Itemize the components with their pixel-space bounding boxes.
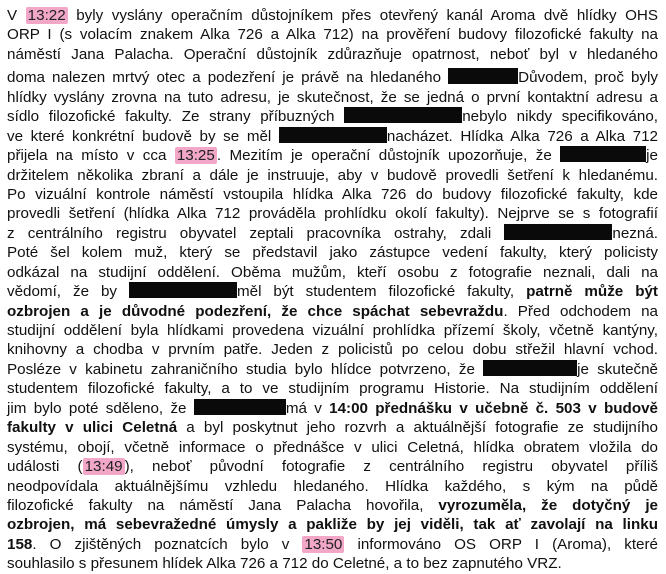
text-span: měl být studentem filozofické fakulty, [236, 283, 527, 301]
text-line [7, 515, 658, 534]
text-span: ve které konkrétní budově by se měl [7, 127, 279, 145]
text-line [7, 204, 658, 223]
text-line [7, 340, 658, 359]
text-span: nezná. [612, 224, 658, 242]
redaction-block [279, 127, 387, 143]
text-line [7, 418, 658, 437]
text-span: informováno OS ORP I (Aroma), které [344, 535, 658, 553]
text-span: Důvodem, proč byly [518, 69, 659, 87]
text-line [7, 457, 658, 476]
text-span: neodpovídala aktuálnějšímu vzhledu hledaného. Hlídka každého, s kým na půdě [7, 477, 658, 495]
text-span: ), neboť původní fotografie z centrálního registru obyvatel příliš [124, 458, 658, 476]
text-span: V [7, 7, 26, 24]
text-span: jim bylo poté sděleno, že [7, 399, 194, 417]
redaction-block [448, 68, 518, 84]
text-span: odkázal na studijní oddělení. Oběma mužům, kteří osobu z fotografie neznali, dali na [7, 263, 658, 281]
text-span: události ( [7, 458, 83, 476]
text-line [7, 321, 658, 340]
text-line [7, 477, 658, 496]
text-span: hlídky vyslány zrovna na tuto adresu, je skutečnost, že se jedná o první kontaktní adresu a [7, 88, 658, 106]
text-line [7, 0, 658, 25]
text-line [7, 379, 658, 398]
text-line [7, 282, 658, 301]
text-span: systému, obojí, včetně informace o přednášce v ulici Celetná, hlídka obratem vložila do [7, 438, 658, 456]
time-highlight: 13:50 [304, 535, 343, 553]
text-span: provedli šetření (hlídka Alka 712 prováděla prohlídku okolí fakulty). Nejprve se s fotografií [7, 205, 658, 223]
text-span: a byl poskytnut jeho rozvrh a aktuálnější fotografie ze studijního [177, 419, 658, 437]
text-span: nebylo nikdy specifikováno, [462, 108, 658, 126]
text-span: Posléze v kabinetu zahraničního studia bylo hlídce potvrzeno, že [7, 360, 484, 378]
text-span: . O zjištěných poznatcích bylo v [32, 535, 303, 553]
redaction-block [344, 107, 462, 123]
text-span: byly vyslány operačním důstojníkem přes otevřený kanál Aroma dvě hlídky OHS [67, 7, 658, 24]
text-span: je skutečně [577, 360, 658, 378]
bold-text: ozbrojen a je důvodné podezření, že chce spáchat sebevraždu [7, 302, 504, 320]
text-line [7, 185, 658, 204]
text-span: knihovny a chodba v prvním patře. Jeden z policistů po celou dobu střežil hlavní vchod. [7, 341, 658, 359]
text-span: vědomí, že by [7, 283, 129, 301]
text-line [7, 224, 658, 243]
text-span: filozofické fakulty na náměstí Jana Palacha hovořila, [7, 496, 439, 514]
text-span: doma nalezen mrtvý otec a podezření je právě na hledaného [7, 69, 449, 87]
text-span: přijela na místo v cca [7, 147, 175, 165]
text-line [7, 399, 658, 418]
bold-text: 14:00 přednášku v učebně č. 503 v budově [329, 399, 658, 417]
text-line [7, 127, 658, 146]
text-span: je [646, 147, 658, 165]
text-line [7, 554, 658, 573]
time-highlight: 13:49 [84, 458, 123, 476]
redaction-block [504, 224, 612, 240]
redaction-block [483, 360, 577, 376]
text-span: sídlo filozofické fakulty. Ze strany příbuzných [7, 108, 345, 126]
bold-text: 158 [7, 535, 33, 553]
bold-text: patrně může být [526, 283, 658, 301]
text-line [7, 535, 658, 554]
text-line [7, 438, 658, 457]
bold-text: vyrozuměla, že dotyčný je [438, 496, 658, 514]
time-highlight: 13:22 [27, 7, 66, 24]
text-line [7, 107, 658, 126]
text-line [7, 146, 658, 165]
text-line [7, 360, 658, 379]
text-span: . Před odchodem na [503, 302, 659, 320]
bold-text: ozbrojen, má sebevražedné úmysly a pakliže by jej viděli, tak ať zavolají na linku [7, 516, 658, 534]
text-line [7, 166, 658, 185]
text-span: ORP I (s volacím znakem Alka 726 a Alka 712) na prověření budovy filozofické fakulty na [7, 26, 658, 44]
text-span: z centrálního registru obyvatel zeptali pracovníka ostrahy, zdali [7, 224, 505, 242]
time-highlight: 13:25 [176, 147, 215, 165]
text-span: Poté šel kolem muž, který se představil jako zástupce vedení fakulty, který policisty [7, 244, 658, 262]
text-line [7, 243, 658, 262]
text-line [7, 45, 658, 64]
text-span: Po vizuální kontrole náměstí vstoupila hlídka Alka 726 do budovy filozofické fakulty, kde [7, 185, 658, 203]
redaction-block [194, 399, 286, 415]
text-span: souhlasilo s přesunem hlídek Alka 726 a 712 do Celetné, a to bez zapnutého VRZ. [7, 555, 562, 573]
text-line [7, 496, 658, 515]
text-span: . Mezitím je operační důstojník upozorňuje, že [216, 147, 561, 165]
text-line [7, 88, 658, 107]
text-span: nacházet. Hlídka Alka 726 a Alka 712 [386, 127, 658, 145]
text-span: studijní oddělení byla hlídkami provedena vizuální prohlídka přízemí školy, včetně kantýny, [7, 322, 658, 339]
bold-text: fakulty v ulici Celetná [7, 419, 178, 437]
text-span: držitelem několika zbraní a dále je instruuje, aby v budově provedli šetření k hledanému. [7, 166, 658, 184]
text-line [7, 302, 658, 321]
text-line [7, 68, 658, 87]
text-span: má v [285, 399, 330, 417]
redaction-block [129, 282, 237, 298]
text-line [7, 25, 658, 44]
text-line [7, 263, 658, 282]
text-span: náměstí Jana Palacha. Operační důstojník zdůrazňuje opatrnost, neboť byl v hledaného [7, 45, 658, 63]
text-span: studentem filozofické fakulty, a to ve studijním programu Historie. Na studijním oddělení [7, 380, 658, 398]
redaction-block [560, 146, 646, 162]
